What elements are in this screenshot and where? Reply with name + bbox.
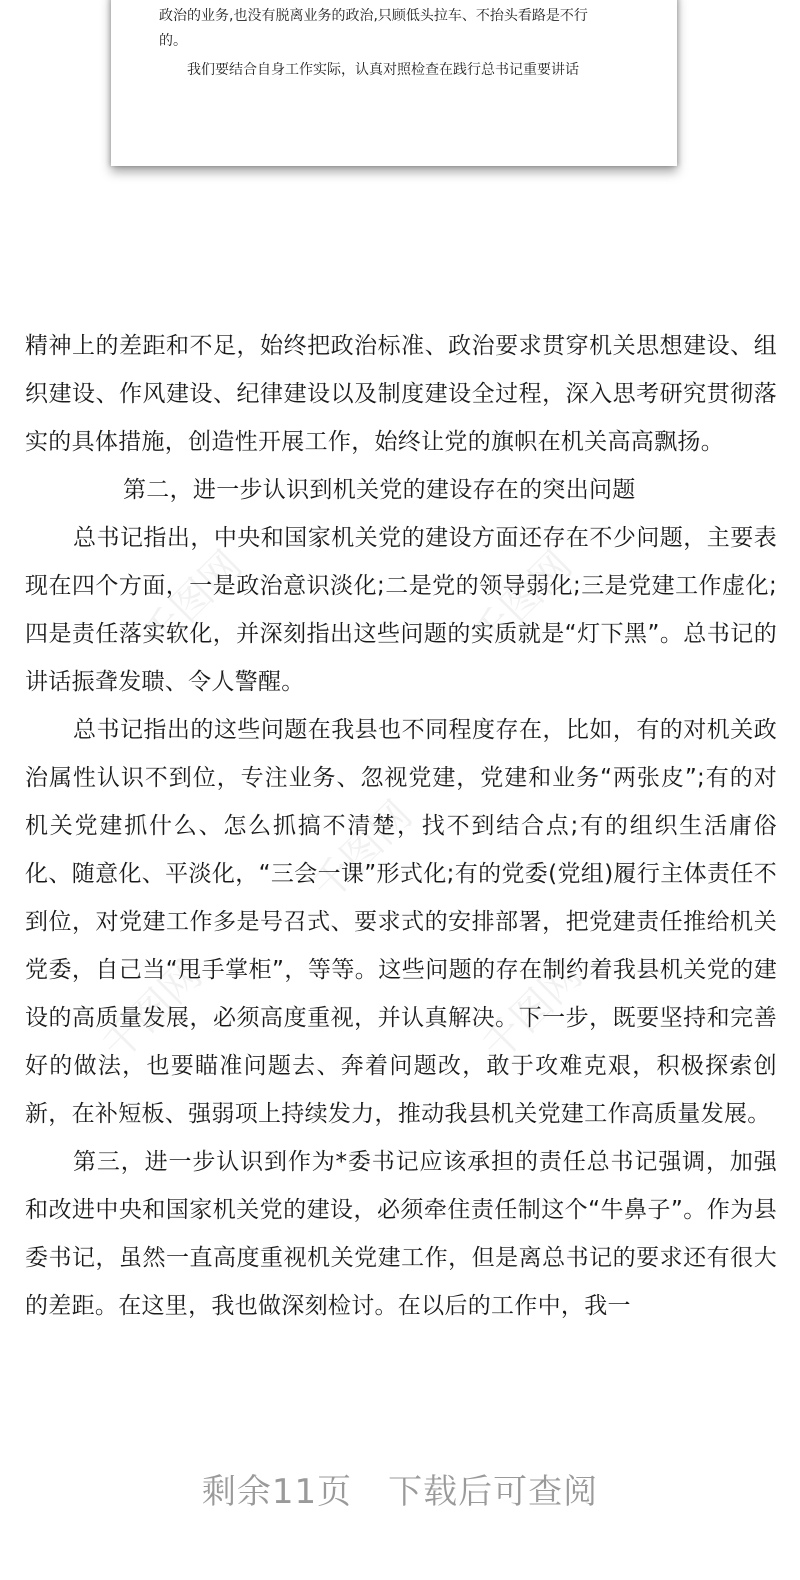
- watermark: 千图网: [473, 952, 592, 1070]
- watermark: 千图网: [93, 952, 212, 1070]
- remaining-pages-label: 剩余11页: [201, 1472, 353, 1512]
- watermark: 千图网: [303, 792, 422, 910]
- preview-page-card: [111, 0, 677, 166]
- document-paragraph: 总书记指出，中央和国家机关党的建设方面还存在不少问题，主要表现在四个方面，一是政治意识淡化;二是党的领导弱化;三是党建工作虚化;四是责任落实软化，并深刻指出这些问题的实质就是“灯下黑”。总书记的讲话振聋发聩、令人警醒。: [25, 525, 777, 695]
- preview-page-text: [159, 4, 649, 83]
- section-heading: 第二，进一步认识到机关党的建设存在的突出问题: [123, 477, 636, 503]
- preview-line: 我们要结合自身工作实际，认真对照检查在践行总书记重要讲话: [187, 62, 579, 78]
- preview-line: 的。: [159, 33, 187, 49]
- document-paragraph: 第三，进一步认识到作为*委书记应该承担的责任总书记强调，加强和改进中央和国家机关党的建设，必须牵住责任制这个“牛鼻子”。作为县委书记，虽然一直高度重视机关党建工作，但是离总书记的要求还有很大的差距。在这里，我也做深刻检讨。在以后的工作中，我一: [25, 1149, 777, 1319]
- watermark: 千图网: [463, 542, 582, 660]
- download-prompt-banner[interactable]: [0, 1462, 800, 1522]
- document-paragraph: 总书记指出的这些问题在我县也不同程度存在，比如，有的对机关政治属性认识不到位，专注业务、忽视党建，党建和业务“两张皮”;有的对机关党建抓什么、怎么抓搞不清楚，找不到结合点;有的组织生活庸俗化、随意化、平淡化，“三会一课”形式化;有的党委(党组)履行主体责任不到位，对党建工作多是号召式、要求式的安排部署，把党建责任推给机关党委，自己当“甩手掌柜”，等等。这些问题的存在制约着我县机关党的建设的高质量发展，必须高度重视，并认真解决。下一步，既要坚持和完善好的做法，也要瞄准问题去、奔着问题改，敢于攻难克艰，积极探索创新，在补短板、强弱项上持续发力，推动我县机关党建工作高质量发展。: [25, 717, 777, 1127]
- preview-line: 政治的业务,也没有脱离业务的政治,只顾低头拉车、不抬头看路是不行: [159, 8, 588, 24]
- download-hint-label: 下载后可查阅: [388, 1472, 599, 1512]
- document-body: [25, 322, 777, 1330]
- watermark: 千图网: [133, 542, 252, 660]
- document-paragraph: 精神上的差距和不足，始终把政治标准、政治要求贯穿机关思想建设、组织建设、作风建设、纪律建设以及制度建设全过程，深入思考研究贯彻落实的具体措施，创造性开展工作，始终让党的旗帜在机关高高飘扬。: [25, 333, 777, 455]
